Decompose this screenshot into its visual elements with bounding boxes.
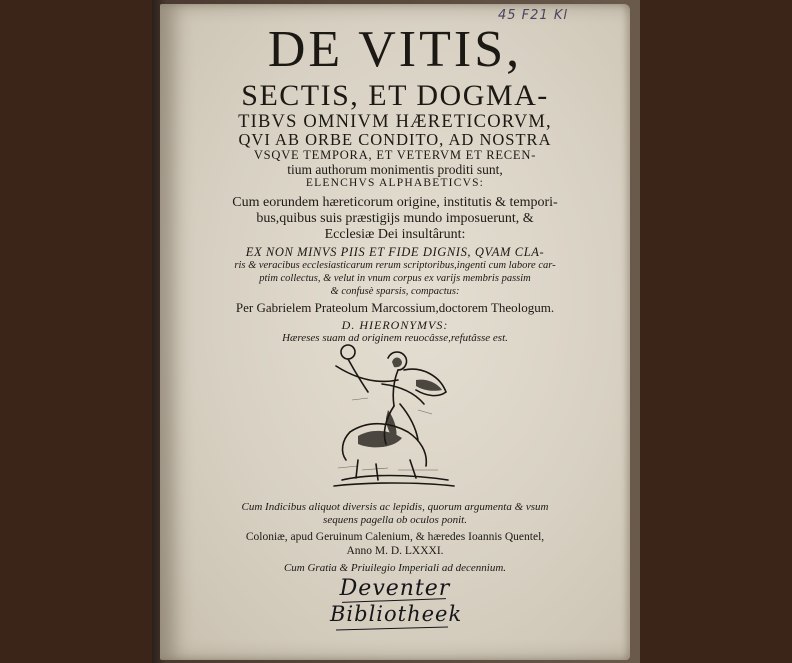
title-line: VSQVE TEMPORA, ET VETERVM ET RECEN- — [253, 148, 537, 162]
privilege-line: Cum Gratia & Priuilegio Imperiali ad decennium. — [283, 562, 507, 574]
stamp-line-2: Bibliotheek — [330, 602, 463, 626]
book-title: DE VITIS, — [267, 21, 523, 78]
title-line: QVI AB ORBE CONDITO, AD NOSTRA — [238, 130, 552, 149]
quote-text: Hæreses suam ad originem reuocâsse,refutâsse est. — [282, 332, 508, 344]
index-note-line: sequens pagella ob oculos ponit. — [323, 514, 467, 526]
hercules-wrestling-bull-woodcut-icon — [328, 340, 460, 492]
description-line: Cum eorundem hæreticorum origine, institutis & tempori- — [232, 195, 558, 210]
background-right — [640, 0, 792, 663]
background-left — [0, 0, 152, 663]
source-line: & confusè sparsis, compactus: — [330, 286, 460, 297]
title-line: ELENCHVS ALPHABETICVS: — [305, 177, 485, 189]
source-line: ris & veracibus ecclesiasticarum rerum scriptoribus,ingenti cum labore car- — [234, 260, 556, 271]
shelfmark: 45 F21 Kl — [498, 8, 568, 23]
source-line: ptim collectus, & velut in vnum corpus ex varijs membris passim — [259, 273, 531, 284]
title-line: SECTIS, ET DOGMA- — [241, 79, 549, 112]
author-line: Per Gabrielem Prateolum Marcossium,doctorem Theologum. — [235, 300, 555, 315]
stamp-line-1: Deventer — [339, 576, 451, 601]
imprint-date: Anno M. D. LXXXI. — [346, 545, 444, 557]
title-line: TIBVS OMNIVM HÆRETICORVM, — [238, 112, 552, 132]
quote-attribution: D. HIERONYMVS: — [341, 318, 449, 332]
title-line: tium authorum monimentis proditi sunt, — [287, 162, 503, 177]
imprint-line: Coloniæ, apud Geruinum Calenium, & hæredes Ioannis Quentel, — [245, 531, 545, 543]
title-page — [160, 4, 630, 660]
stamp-flourish — [336, 627, 448, 631]
index-note-line: Cum Indicibus aliquot diversis ac lepidis, quorum argumenta & vsum — [241, 501, 549, 513]
library-stamp — [330, 574, 463, 634]
description-line: bus,quibus suis præstigijs mundo imposuerunt, & — [256, 211, 534, 226]
source-line: EX NON MINVS PIIS ET FIDE DIGNIS, QVAM CLA- — [245, 245, 545, 259]
description-line: Ecclesiæ Dei insultârunt: — [324, 227, 466, 242]
